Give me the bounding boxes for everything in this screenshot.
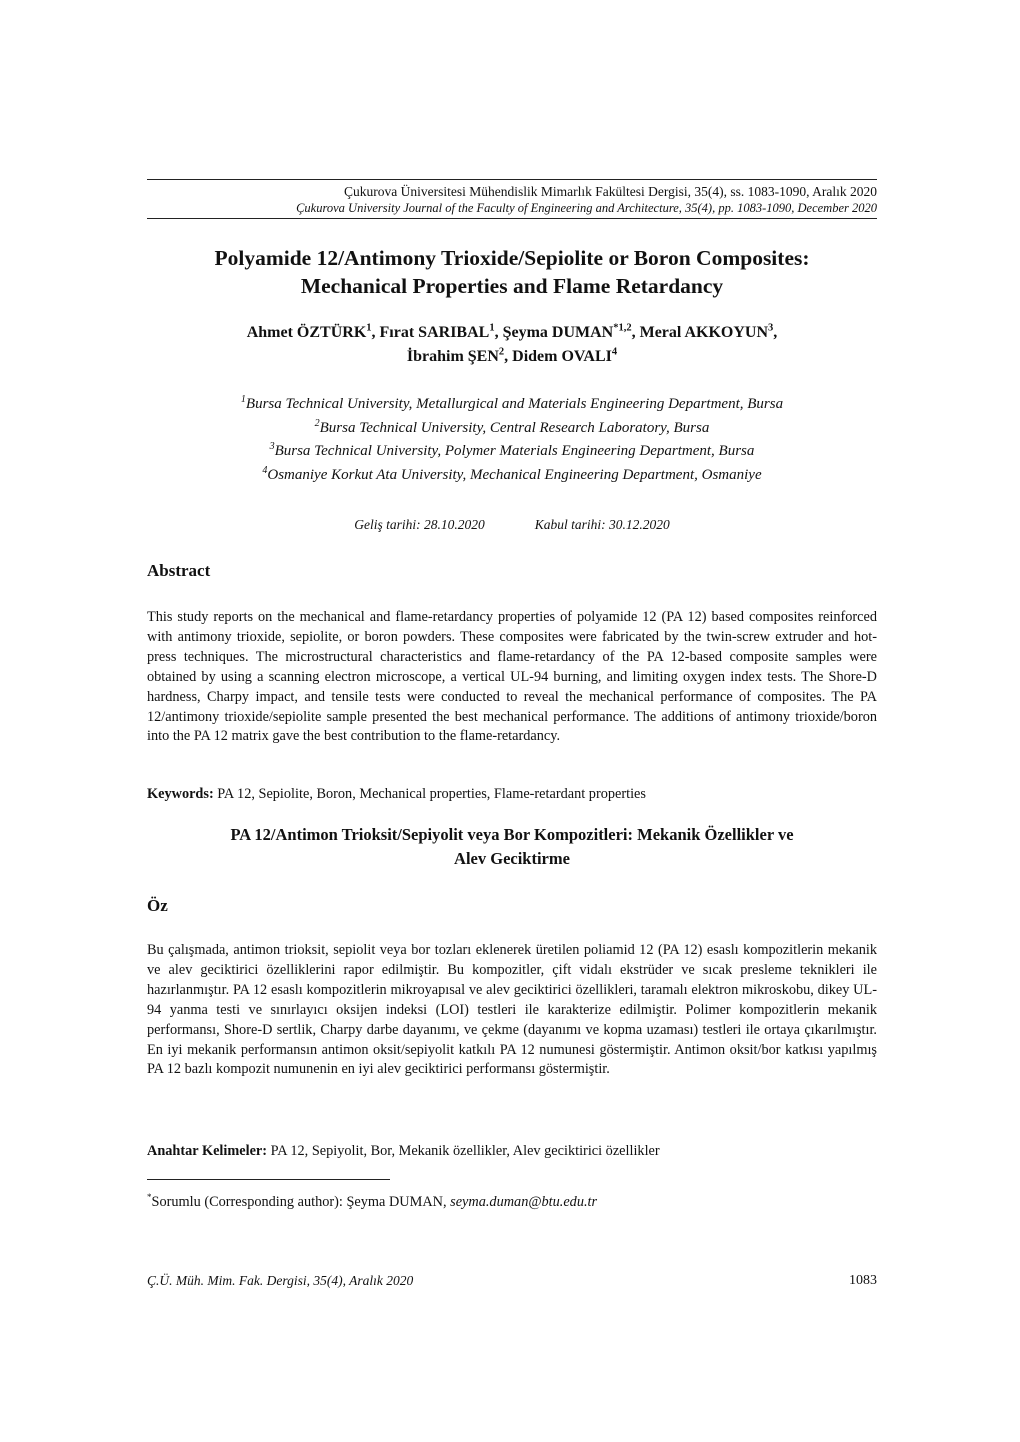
author-name: Ahmet ÖZTÜRK — [246, 324, 367, 341]
author-affiliation-mark: *1,2 — [613, 322, 632, 334]
footnote-divider — [147, 1179, 390, 1180]
article-title — [120, 244, 904, 300]
author-name: Didem OVALI — [512, 348, 612, 365]
turkish-title-line-2: Alev Geciktirme — [454, 849, 570, 868]
abstract-heading: Abstract — [147, 561, 211, 580]
oz-heading: Öz — [147, 896, 168, 915]
keywords — [147, 784, 877, 804]
received-date: Geliş tarihi: 28.10.2020 — [354, 517, 485, 532]
author-list: Ahmet ÖZTÜRK$^1$, Fırat SARIBAL$^1$, Şeyma DUMAN$^{*1,2}$, Meral AKKOYUN$^3$, İbrahim ŞEN$^2$, Didem OVALI$^4$ — [246, 322, 778, 365]
author-affiliation-mark: 3 — [768, 322, 774, 334]
affiliation-text: Bursa Technical University, Central Research Laboratory, Bursa — [319, 419, 710, 436]
article-dates — [120, 517, 904, 533]
author-name: İbrahim ŞEN — [406, 348, 499, 365]
affiliation-text: Bursa Technical University, Polymer Materials Engineering Department, Bursa — [274, 443, 755, 459]
keywords-label: Keywords: — [147, 786, 214, 802]
author-affiliation-mark: 4 — [611, 346, 618, 358]
oz-text: Bu çalışmada, antimon trioksit, sepiolit veya bor tozları eklenerek üretilen poliamid 12 (PA 12) esaslı kompozitlerin mekanik ve alev geciktirici özelliklerini rapor edilmiştir. Bu kompozitler, çift vidalı ekstrüder ve sıcak presleme teknikleri ile hazırlanmıştır. PA 12 esaslı kompozitlerin mikroyapısal ve alev geciktirici özellikleri, taramalı elektron mikroskobu, dikey UL-94 yanma testi ve sınırlayıcı oksijen indeksi (LOI) testleri ile karakterize edilmiştir. Polimer kompozitlerin mekanik performansı, Shore-D sertlik, Charpy darbe dayanımı, ve çekme (dayanımı ve kopma uzaması) testleri ile ortaya çıkarılmıştır. En iyi mekanik performansın antimon oksit/sepiyolit katkılı PA 12 numunesi göstermiştir. Antimon oksit/bor katkısı yapılmış PA 12 bazlı kompozit numunenin en iyi alev geciktirici performansı göstermiştir. — [147, 942, 877, 1078]
turkish-keywords-label: Anahtar Kelimeler: — [147, 1143, 268, 1159]
accepted-date: Kabul tarihi: 30.12.2020 — [534, 517, 670, 532]
abstract-text: This study reports on the mechanical and flame-retardancy properties of polyamide 12 (PA 12) based composites reinforced with antimony trioxide, sepiolite, or boron powders. These composites were fabricated by the twin-screw extruder and hot-press techniques. The microstructural characteristics and flame-retardancy of the PA 12-based composite samples were obtained by using a scanning electron microscope, a vertical UL-94 burning, and limiting oxygen index tests. The Shore-D hardness, Charpy impact, and tensile tests were conducted to reveal the mechanical performance of composites. The PA 12/antimony trioxide/sepiolite sample presented the best mechanical performance. The additions of antimony trioxide/boron into the PA 12 matrix gave the best contribution to the flame-retardancy. — [147, 609, 877, 745]
footnote-text: Sorumlu (Corresponding author): Şeyma DUMAN, — [151, 1193, 451, 1210]
footer-journal: Ç.Ü. Müh. Mim. Fak. Dergisi, 35(4), Aralık 2020 — [147, 1273, 414, 1288]
turkish-keywords — [147, 1141, 877, 1161]
title-line-1: Polyamide 12/Antimony Trioxide/Sepiolite or Boron Composites: — [214, 246, 810, 270]
author-name: Meral AKKOYUN — [639, 324, 769, 341]
corresponding-author-footnote — [147, 1192, 877, 1211]
footnote-mark: * — [147, 1192, 152, 1202]
author-affiliation-mark: 1 — [366, 322, 372, 334]
affiliation-number: 3 — [269, 441, 275, 452]
author-affiliation-mark: 1 — [489, 322, 495, 334]
affiliation-text: Osmaniye Korkut Ata University, Mechanical Engineering Department, Osmaniye — [267, 466, 762, 483]
affiliation — [120, 417, 904, 441]
page-footer — [147, 1273, 877, 1289]
author-email[interactable]: seyma.duman@btu.edu.tr — [450, 1193, 598, 1210]
journal-header — [147, 179, 877, 219]
affiliation-list — [120, 393, 904, 487]
affiliation-number: 1 — [240, 394, 246, 405]
affiliation-number: 2 — [314, 417, 320, 429]
author-name: Fırat SARIBAL — [379, 324, 490, 341]
affiliation — [120, 440, 904, 464]
turkish-title-line-1: PA 12/Antimon Trioksit/Sepiyolit veya Bor Kompozitleri: Mekanik Özellikler ve — [230, 825, 794, 844]
turkish-keywords-list: PA 12, Sepiyolit, Bor, Mekanik özellikler, Alev geciktirici özellikler — [270, 1143, 660, 1159]
journal-citation-tr: Çukurova Üniversitesi Mühendislik Mimarlık Fakültesi Dergisi, 35(4), ss. 1083-1090, Aralık 2020 — [344, 184, 877, 199]
page-number: 1083 — [849, 1273, 877, 1288]
affiliation — [120, 464, 904, 488]
affiliation-number: 4 — [262, 464, 268, 476]
title-line-2: Mechanical Properties and Flame Retardancy — [300, 274, 724, 298]
affiliation-text: Bursa Technical University, Metallurgical and Materials Engineering Department, Bursa — [245, 396, 784, 412]
author-affiliation-mark: 2 — [498, 346, 505, 358]
turkish-title — [120, 823, 904, 871]
journal-citation-en: Çukurova University Journal of the Faculty of Engineering and Architecture, 35(4), pp. 1083-1090, December 2020 — [296, 201, 877, 215]
author-name: Şeyma DUMAN — [502, 324, 614, 341]
keywords-list: PA 12, Sepiolite, Boron, Mechanical properties, Flame-retardant properties — [217, 786, 646, 802]
affiliation — [120, 393, 904, 417]
